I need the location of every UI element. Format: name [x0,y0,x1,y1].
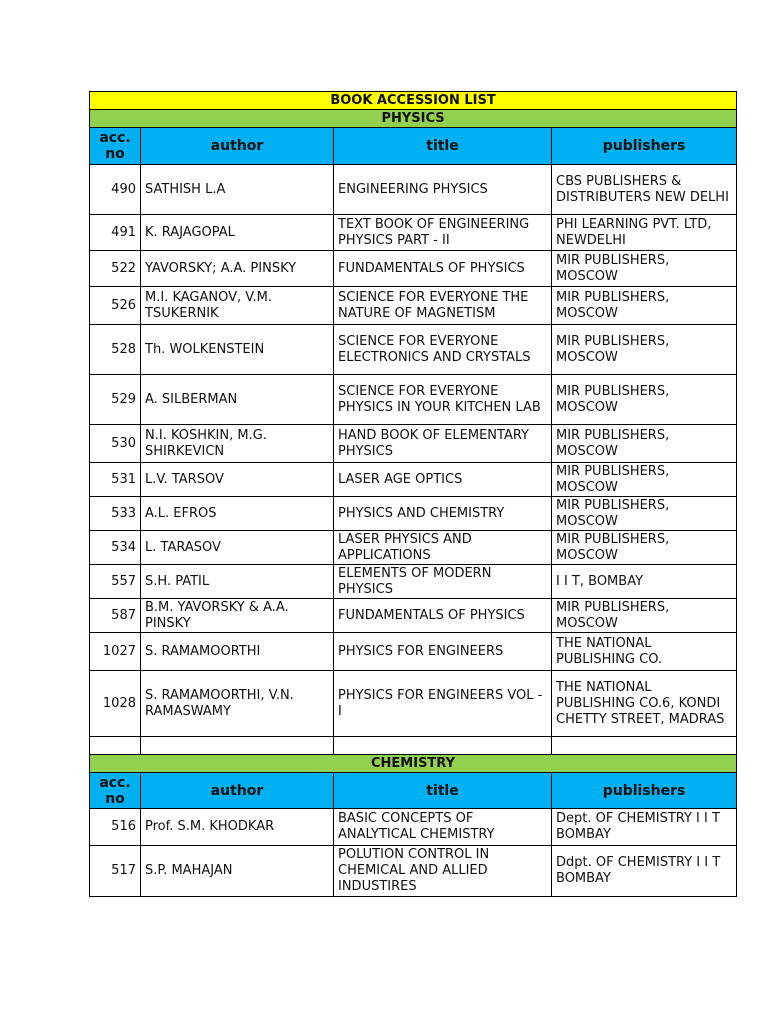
physics-rows [90,165,737,737]
section-title-chemistry: CHEMISTRY [90,755,737,773]
author-cell: YAVORSKY; A.A. PINSKY [141,251,334,287]
blank-cell [141,737,334,755]
chemistry-rows [90,809,737,897]
author-cell: M.I. KAGANOV, V.M. TSUKERNIK [141,287,334,325]
acc-cell: 557 [90,565,141,599]
author-cell: K. RAJAGOPAL [141,215,334,251]
author-cell: Th. WOLKENSTEIN [141,325,334,375]
acc-cell: 587 [90,599,141,633]
column-header-publishers: publishers [552,128,737,165]
table-row [90,565,737,599]
column-header-acc: acc. no [90,773,141,809]
table-row [90,633,737,671]
blank-cell [334,737,552,755]
publishers-cell: MIR PUBLISHERS, MOSCOW [552,599,737,633]
column-header-acc: acc. no [90,128,141,165]
acc-cell: 517 [90,846,141,897]
table-row [90,425,737,463]
author-cell: S.H. PATIL [141,565,334,599]
publishers-cell: MIR PUBLISHERS, MOSCOW [552,325,737,375]
author-cell: A. SILBERMAN [141,375,334,425]
publishers-cell: MIR PUBLISHERS, MOSCOW [552,497,737,531]
acc-cell: 531 [90,463,141,497]
publishers-cell: MIR PUBLISHERS, MOSCOW [552,531,737,565]
author-cell: L.V. TARSOV [141,463,334,497]
column-header-row [90,773,737,809]
list-title-row [90,92,737,110]
author-cell: S. RAMAMOORTHI, V.N. RAMASWAMY [141,671,334,737]
title-cell: POLUTION CONTROL IN CHEMICAL AND ALLIED INDUSTIRES [334,846,552,897]
acc-cell: 533 [90,497,141,531]
table-row [90,215,737,251]
acc-cell: 516 [90,809,141,846]
blank-cell [552,737,737,755]
publishers-cell: MIR PUBLISHERS, MOSCOW [552,287,737,325]
title-cell: ELEMENTS OF MODERN PHYSICS [334,565,552,599]
column-header-title: title [334,773,552,809]
author-cell: S.P. MAHAJAN [141,846,334,897]
publishers-cell: MIR PUBLISHERS, MOSCOW [552,251,737,287]
title-cell: HAND BOOK OF ELEMENTARY PHYSICS [334,425,552,463]
section-header-chemistry [90,755,737,773]
publishers-cell: Dept. OF CHEMISTRY I I T BOMBAY [552,809,737,846]
list-title: BOOK ACCESSION LIST [90,92,737,110]
table-row [90,846,737,897]
publishers-cell: MIR PUBLISHERS, MOSCOW [552,463,737,497]
table-row [90,531,737,565]
author-cell: Prof. S.M. KHODKAR [141,809,334,846]
title-cell: FUNDAMENTALS OF PHYSICS [334,251,552,287]
author-cell: S. RAMAMOORTHI [141,633,334,671]
accession-table [89,91,737,897]
acc-cell: 1027 [90,633,141,671]
acc-cell: 491 [90,215,141,251]
title-cell: LASER AGE OPTICS [334,463,552,497]
table-row [90,671,737,737]
title-cell: FUNDAMENTALS OF PHYSICS [334,599,552,633]
table-row [90,165,737,215]
table-row [90,325,737,375]
publishers-cell: Ddpt. OF CHEMISTRY I I T BOMBAY [552,846,737,897]
title-cell: PHYSICS FOR ENGINEERS [334,633,552,671]
acc-cell: 528 [90,325,141,375]
table-row [90,375,737,425]
acc-cell: 1028 [90,671,141,737]
publishers-cell: MIR PUBLISHERS, MOSCOW [552,375,737,425]
title-cell: BASIC CONCEPTS OF ANALYTICAL CHEMISTRY [334,809,552,846]
acc-cell: 534 [90,531,141,565]
table-row [90,287,737,325]
title-cell: SCIENCE FOR EVERYONE PHYSICS IN YOUR KITCHEN LAB [334,375,552,425]
author-cell: SATHISH L.A [141,165,334,215]
publishers-cell: I I T, BOMBAY [552,565,737,599]
publishers-cell: MIR PUBLISHERS, MOSCOW [552,425,737,463]
table-row [90,251,737,287]
author-cell: A.L. EFROS [141,497,334,531]
title-cell: TEXT BOOK OF ENGINEERING PHYSICS PART - II [334,215,552,251]
acc-cell: 530 [90,425,141,463]
acc-cell: 526 [90,287,141,325]
publishers-cell: PHI LEARNING PVT. LTD, NEWDELHI [552,215,737,251]
column-header-author: author [141,773,334,809]
column-header-publishers: publishers [552,773,737,809]
section-title-physics: PHYSICS [90,110,737,128]
title-cell: LASER PHYSICS AND APPLICATIONS [334,531,552,565]
publishers-cell: THE NATIONAL PUBLISHING CO. [552,633,737,671]
title-cell: SCIENCE FOR EVERYONE THE NATURE OF MAGNETISM [334,287,552,325]
acc-cell: 522 [90,251,141,287]
column-header-row [90,128,737,165]
publishers-cell: THE NATIONAL PUBLISHING CO.6, KONDI CHETTY STREET, MADRAS [552,671,737,737]
title-cell: SCIENCE FOR EVERYONE ELECTRONICS AND CRYSTALS [334,325,552,375]
column-header-title: title [334,128,552,165]
blank-cell [90,737,141,755]
table-row [90,463,737,497]
table-row [90,809,737,846]
table-row [90,497,737,531]
title-cell: ENGINEERING PHYSICS [334,165,552,215]
section-header-physics [90,110,737,128]
blank-row [90,737,737,755]
column-header-author: author [141,128,334,165]
author-cell: B.M. YAVORSKY & A.A. PINSKY [141,599,334,633]
title-cell: PHYSICS FOR ENGINEERS VOL - I [334,671,552,737]
author-cell: N.I. KOSHKIN, M.G. SHIRKEVICN [141,425,334,463]
publishers-cell: CBS PUBLISHERS & DISTRIBUTERS NEW DELHI [552,165,737,215]
table-row [90,599,737,633]
acc-cell: 529 [90,375,141,425]
acc-cell: 490 [90,165,141,215]
title-cell: PHYSICS AND CHEMISTRY [334,497,552,531]
author-cell: L. TARASOV [141,531,334,565]
